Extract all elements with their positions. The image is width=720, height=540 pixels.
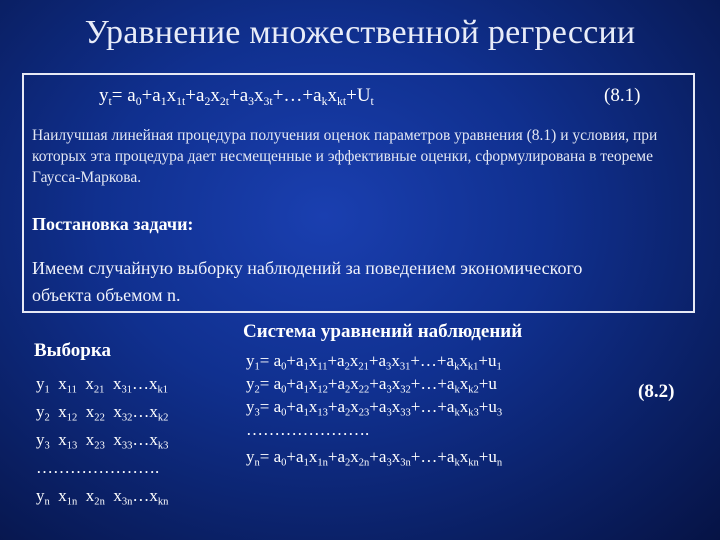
gauss-markov-description: Наилучшая линейная процедура получения оценок параметров уравнения (8.1) и условия, при которых эта процедура дает несмещенные и эффективные оценки, сформулирована в теореме Гаусса-Маркова.: [32, 127, 658, 186]
sample-row-3: $y_3$ $x_{13}$ $x_{23}$ $x_{33}\dots x_{k3}$: [36, 430, 169, 452]
regression-equation-8-1: $y_t=$ $a_0+a_1x_{1t}+a_2x_{2t}+a_3x_{3t}+\dots+a_kx_{kt}+U_t$: [99, 85, 374, 109]
observation-equation-3: $y_3=$ $a_0+a_1x_{13}+a_2x_{23}+a_3x_{33}+\dots+a_kx_{k3}+u_3$: [246, 397, 503, 419]
slide-title: Уравнение множественной регрессии: [84, 14, 636, 51]
task-text: Имеем случайную выборку наблюдений за поведением экономического объекта объемом n.: [32, 258, 583, 305]
sample-dots: ………………….: [36, 458, 160, 477]
observation-equation-n: $y_n=$ $a_0+a_1x_{1n}+a_2x_{2n}+a_3x_{3n}+\dots+a_kx_{kn}+u_n$: [246, 447, 503, 469]
observation-equations: [246, 349, 502, 468]
sample-row-n: $y_n$ $x_{1n}$ $x_{2n}$ $x_{3n}\dots x_{kn}$: [36, 486, 169, 508]
sample-row-2: $y_2$ $x_{12}$ $x_{22}$ $x_{32}\dots x_{k2}$: [36, 402, 169, 424]
sample-heading: Выборка: [34, 340, 111, 361]
observation-equation-1: $y_1=$ $a_0+a_1x_{11}+a_2x_{21}+a_3x_{31}+\dots+a_kx_{k1}+u_1$: [246, 351, 502, 373]
system-heading: Система уравнений наблюдений: [243, 321, 523, 342]
sample-table: [36, 370, 168, 510]
sample-row-1: $y_1$ $x_{11}$ $x_{21}$ $x_{31}\dots x_{k1}$: [36, 374, 168, 396]
observation-equation-2: $y_2=$ $a_0+a_1x_{12}+a_2x_{22}+a_3x_{32}+\dots+a_kx_{k2}+u$: [246, 374, 497, 396]
system-dots: ………………….: [246, 420, 370, 439]
main-content-box: [22, 73, 695, 313]
task-heading: Постановка задачи:: [32, 214, 194, 234]
equation-number-8-2: (8.2): [638, 381, 675, 402]
equation-number-8-1: (8.1): [604, 85, 641, 106]
